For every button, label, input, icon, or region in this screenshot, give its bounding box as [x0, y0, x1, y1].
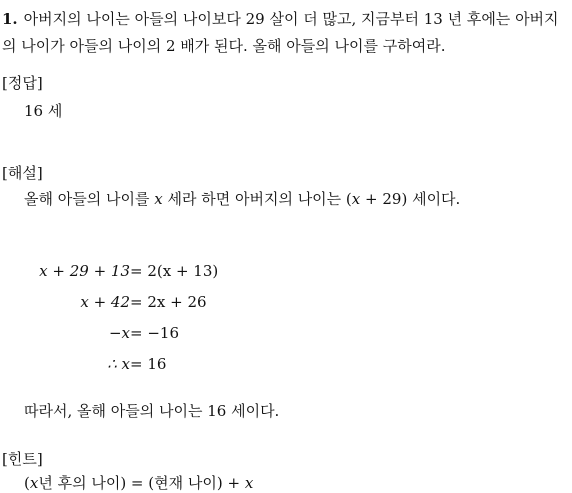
intro-expr-rest: + 29) [360, 190, 408, 208]
equation-row-4 [0, 355, 300, 379]
equation-row-1 [0, 262, 300, 286]
equation-row-3 [0, 324, 300, 348]
equation-rhs: = 2x + 26 [130, 293, 207, 311]
problem-text: 아버지의 나이는 아들의 나이보다 29 살이 더 많고, 지금부터 13 년 후에는 아버지의 나이가 아들의 나이의 2 배가 된다. 올해 아들의 나이를 구하여라. [2, 10, 559, 55]
equation-rhs: = 2(x + 13) [130, 262, 219, 280]
intro-text-3: 세이다. [407, 190, 461, 208]
problem-statement [2, 6, 568, 60]
hint-label: [힌트] [2, 450, 43, 468]
equation-lhs: x + 29 + 13 [39, 262, 130, 280]
equation-lhs: −x [108, 324, 130, 342]
intro-text-2: 세라 하면 아버지의 나이는 ( [162, 190, 352, 208]
answer-value: 16 세 [24, 102, 63, 120]
explanation-intro [24, 188, 460, 209]
explanation-conclusion: 따라서, 올해 아들의 나이는 16 세이다. [24, 402, 280, 420]
hint-variable: x [29, 474, 39, 492]
intro-expr-variable: x [351, 190, 361, 208]
hint-open-paren: ( [24, 474, 30, 492]
equation-row-2 [0, 293, 300, 317]
intro-text-1: 올해 아들의 나이를 [24, 190, 155, 208]
answer-label: [정답] [2, 74, 43, 92]
explanation-label: [해설] [2, 164, 43, 182]
problem-number: 1. [2, 10, 18, 28]
equation-lhs: x + 42 [80, 293, 130, 311]
hint-end-variable: x [244, 474, 254, 492]
equation-rhs: = −16 [130, 324, 179, 342]
hint-text [24, 472, 253, 493]
equation-lhs: ∴ x [107, 355, 130, 373]
equation-rhs: = 16 [130, 355, 167, 373]
intro-variable: x [154, 190, 163, 208]
hint-middle-text: 년 후의 나이) = (현재 나이) + [38, 474, 245, 492]
